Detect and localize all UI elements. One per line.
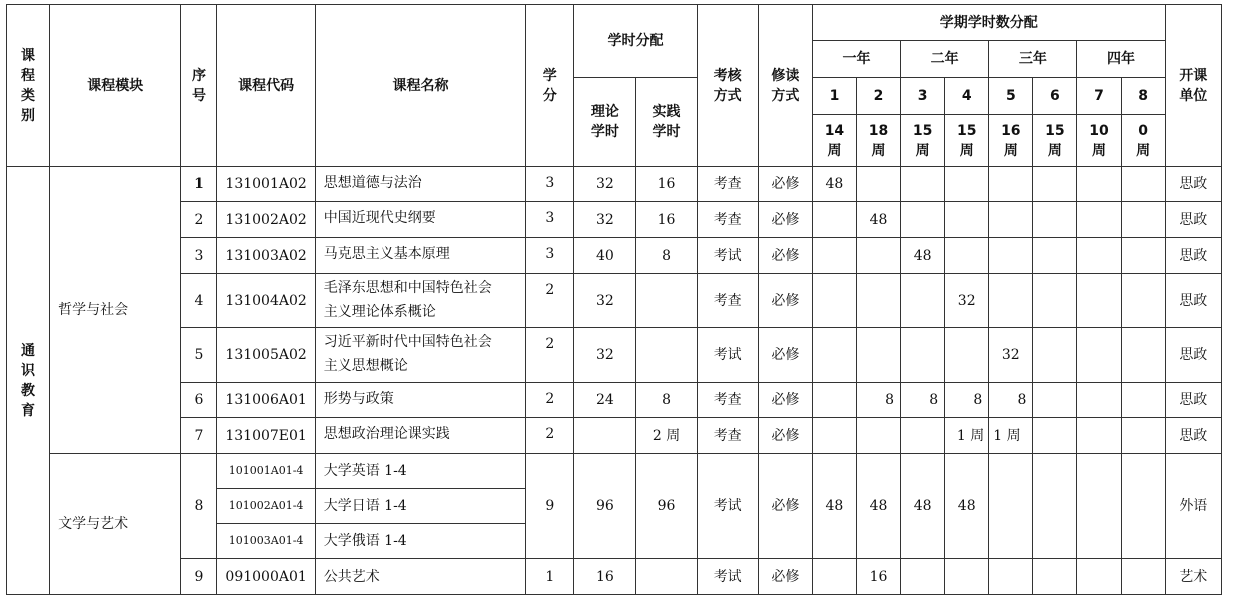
sem-cell: 48 [856,202,900,238]
header-year-3: 三年 [989,41,1077,78]
dept-cell: 艺术 [1165,559,1221,595]
name-cell: 思想道德与法治 [315,167,526,202]
sem-cell [901,328,945,383]
header-credit: 学 分 [526,5,574,167]
code-cell: 131007E01 [217,418,315,454]
seq-cell: 2 [181,202,217,238]
header-row-1 [7,5,1222,41]
sem-cell: 8 [989,383,1033,418]
sem-cell [901,202,945,238]
credit-cell: 3 [526,238,574,274]
header-weeks-6: 15 周 [1033,115,1077,167]
table-row [7,559,1222,595]
sem-cell [1121,202,1165,238]
assess-cell: 考试 [697,454,758,559]
sem-cell [1077,328,1121,383]
sem-cell [1077,559,1121,595]
sem-cell [1077,274,1121,328]
code-cell: 131002A02 [217,202,315,238]
header-semester-8: 8 [1121,78,1165,115]
name-cell: 马克思主义基本原理 [315,238,526,274]
code-cell: 131001A02 [217,167,315,202]
sem-cell: 32 [989,328,1033,383]
study-cell: 必修 [758,559,812,595]
credit-cell: 2 [526,274,574,328]
sem-cell [1121,328,1165,383]
seq-cell: 4 [181,274,217,328]
header-category: 课 程 类 别 [7,5,50,167]
header-assess: 考核 方式 [697,5,758,167]
practice-cell [636,559,697,595]
header-semester-group: 学期学时数分配 [812,5,1165,41]
sem-cell [1033,454,1077,559]
table-row [7,238,1222,274]
sem-cell: 8 [945,383,989,418]
seq-cell: 6 [181,383,217,418]
sem-cell [856,238,900,274]
credit-cell: 2 [526,383,574,418]
sem-cell: 48 [945,454,989,559]
sem-cell: 1 周 [945,418,989,454]
name-cell: 公共艺术 [315,559,526,595]
sem-cell [812,383,856,418]
header-seq: 序 号 [181,5,217,167]
sem-cell [901,418,945,454]
study-cell: 必修 [758,202,812,238]
sem-cell [1033,559,1077,595]
study-cell: 必修 [758,238,812,274]
sem-cell [1121,167,1165,202]
seq-cell: 5 [181,328,217,383]
sem-cell [1033,383,1077,418]
practice-cell [636,274,697,328]
name-cell: 形势与政策 [315,383,526,418]
sem-cell [945,328,989,383]
sem-cell: 48 [901,454,945,559]
header-weeks-3: 15 周 [901,115,945,167]
sem-cell [812,202,856,238]
assess-cell: 考查 [697,274,758,328]
sem-cell [945,202,989,238]
sem-cell [1077,202,1121,238]
header-dept: 开课 单位 [1165,5,1221,167]
name-cell: 思想政治理论课实践 [315,418,526,454]
header-weeks-2: 18 周 [856,115,900,167]
seq-cell: 8 [181,454,217,559]
sem-cell: 32 [945,274,989,328]
assess-cell: 考查 [697,167,758,202]
code-cell: 131006A01 [217,383,315,418]
table-row [7,274,1222,328]
practice-cell: 8 [636,238,697,274]
table-row [7,418,1222,454]
dept-cell: 思政 [1165,328,1221,383]
header-semester-3: 3 [901,78,945,115]
sem-cell [901,167,945,202]
sem-cell [812,238,856,274]
sem-cell [901,274,945,328]
theory-cell: 24 [574,383,636,418]
name-cell: 毛泽东思想和中国特色社会 主义理论体系概论 [315,274,526,328]
credit-cell: 2 [526,418,574,454]
sem-cell [1077,454,1121,559]
sem-cell [989,202,1033,238]
sem-cell [856,418,900,454]
header-module: 课程模块 [50,5,181,167]
study-cell: 必修 [758,454,812,559]
header-year-2: 二年 [901,41,989,78]
sem-cell [1033,167,1077,202]
seq-cell: 7 [181,418,217,454]
sem-cell [856,274,900,328]
name-cell: 大学日语 1-4 [315,489,526,524]
dept-cell: 思政 [1165,383,1221,418]
study-cell: 必修 [758,328,812,383]
practice-cell: 96 [636,454,697,559]
theory-cell [574,418,636,454]
dept-cell: 思政 [1165,238,1221,274]
sem-cell [812,418,856,454]
header-weeks-4: 15 周 [945,115,989,167]
credit-cell: 3 [526,167,574,202]
dept-cell: 思政 [1165,167,1221,202]
study-cell: 必修 [758,274,812,328]
name-cell: 大学俄语 1-4 [315,524,526,559]
sem-cell [945,167,989,202]
sem-cell: 48 [856,454,900,559]
header-study: 修读 方式 [758,5,812,167]
assess-cell: 考查 [697,383,758,418]
dept-cell: 思政 [1165,202,1221,238]
sem-cell [812,328,856,383]
theory-cell: 16 [574,559,636,595]
sem-cell [1121,383,1165,418]
sem-cell [856,328,900,383]
sem-cell [1077,383,1121,418]
header-semester-2: 2 [856,78,900,115]
theory-cell: 40 [574,238,636,274]
sem-cell [1121,238,1165,274]
sem-cell [945,238,989,274]
name-cell: 中国近现代史纲要 [315,202,526,238]
theory-cell: 96 [574,454,636,559]
header-theory: 理论 学时 [574,78,636,167]
seq-cell: 9 [181,559,217,595]
assess-cell: 考查 [697,418,758,454]
assess-cell: 考试 [697,238,758,274]
sem-cell [1077,238,1121,274]
table-row [7,328,1222,383]
sem-cell [1121,418,1165,454]
practice-cell: 16 [636,202,697,238]
sem-cell: 16 [856,559,900,595]
sem-cell [989,559,1033,595]
sem-cell: 48 [901,238,945,274]
theory-cell: 32 [574,167,636,202]
sem-cell [1077,418,1121,454]
sem-cell [901,559,945,595]
sem-cell: 48 [812,167,856,202]
sem-cell [1121,559,1165,595]
header-practice: 实践 学时 [636,78,697,167]
sem-cell [1077,167,1121,202]
header-semester-7: 7 [1077,78,1121,115]
sem-cell: 48 [812,454,856,559]
credit-cell: 1 [526,559,574,595]
code-cell: 131004A02 [217,274,315,328]
module-cell: 哲学与社会 [50,167,181,454]
header-code: 课程代码 [217,5,315,167]
code-cell: 091000A01 [217,559,315,595]
header-semester-4: 4 [945,78,989,115]
credit-cell: 2 [526,328,574,383]
credit-cell: 3 [526,202,574,238]
theory-cell: 32 [574,202,636,238]
sem-cell [1121,454,1165,559]
assess-cell: 考查 [697,202,758,238]
header-year-4: 四年 [1077,41,1165,78]
sem-cell [945,559,989,595]
sem-cell: 8 [901,383,945,418]
dept-cell: 外语 [1165,454,1221,559]
study-cell: 必修 [758,418,812,454]
code-cell: 131005A02 [217,328,315,383]
seq-cell: 3 [181,238,217,274]
sem-cell: 8 [856,383,900,418]
dept-cell: 思政 [1165,274,1221,328]
header-semester-6: 6 [1033,78,1077,115]
sem-cell [1033,328,1077,383]
theory-cell: 32 [574,274,636,328]
sem-cell [1033,238,1077,274]
seq-cell: 1 [181,167,217,202]
code-cell: 131003A02 [217,238,315,274]
header-semester-1: 1 [812,78,856,115]
study-cell: 必修 [758,383,812,418]
header-year-1: 一年 [812,41,900,78]
study-cell: 必修 [758,167,812,202]
header-weeks-5: 16 周 [989,115,1033,167]
assess-cell: 考试 [697,559,758,595]
header-weeks-7: 10 周 [1077,115,1121,167]
credit-cell: 9 [526,454,574,559]
practice-cell: 2 周 [636,418,697,454]
table-row [7,167,1222,202]
table-row [7,202,1222,238]
sem-cell [989,274,1033,328]
code-cell: 101002A01-4 [217,489,315,524]
sem-cell [812,559,856,595]
sem-cell [989,167,1033,202]
practice-cell [636,328,697,383]
theory-cell: 32 [574,328,636,383]
practice-cell: 8 [636,383,697,418]
dept-cell: 思政 [1165,418,1221,454]
assess-cell: 考试 [697,328,758,383]
curriculum-table [6,4,1222,595]
table-row [7,454,1222,489]
code-cell: 101001A01-4 [217,454,315,489]
category-cell: 通 识 教 育 [7,167,50,595]
header-hours-group: 学时分配 [574,5,697,78]
header-weeks-8: 0 周 [1121,115,1165,167]
name-cell: 习近平新时代中国特色社会 主义思想概论 [315,328,526,383]
sem-cell [1033,418,1077,454]
sem-cell [1033,202,1077,238]
code-cell: 101003A01-4 [217,524,315,559]
sem-cell: 1 周 [989,418,1033,454]
sem-cell [1121,274,1165,328]
header-weeks-1: 14 周 [812,115,856,167]
practice-cell: 16 [636,167,697,202]
table-row [7,383,1222,418]
name-cell: 大学英语 1-4 [315,454,526,489]
sem-cell [989,238,1033,274]
sem-cell [989,454,1033,559]
sem-cell [856,167,900,202]
header-name: 课程名称 [315,5,526,167]
sem-cell [1033,274,1077,328]
module-cell: 文学与艺术 [50,454,181,595]
header-semester-5: 5 [989,78,1033,115]
sem-cell [812,274,856,328]
